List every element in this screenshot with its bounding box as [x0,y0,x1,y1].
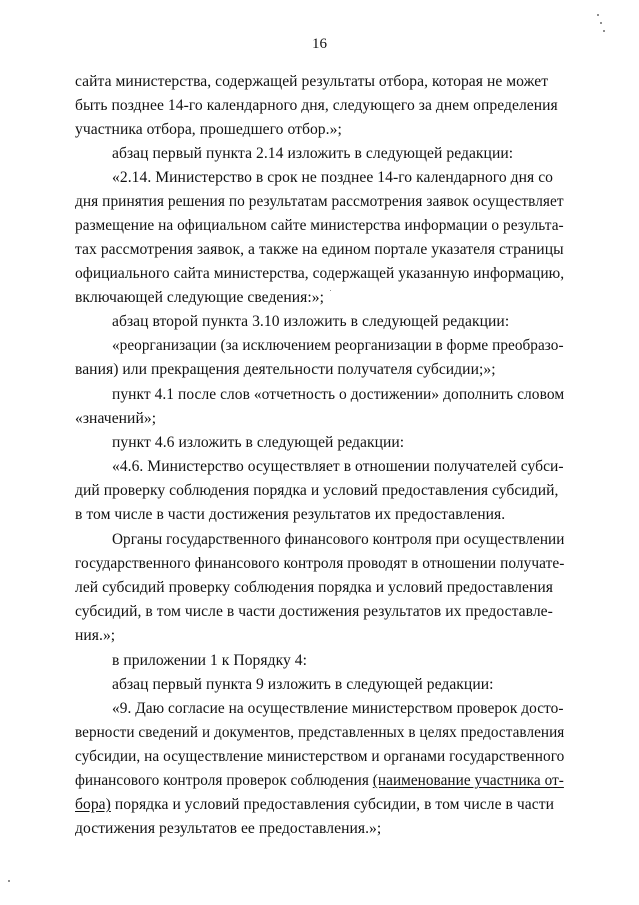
scan-speck [330,290,331,291]
text-line-31-tail: порядка и условий предоставления субсидии, в том числе в части [110,796,554,813]
text-line-14: пункт 4.1 после слов «отчетность о достижении» дополнить словом [112,386,565,403]
text-line-19: в том числе в части достижения результатов их предоставления. [75,506,506,523]
text-line-6: дня принятия решения по результатам рассмотрения заявок осуществляет [75,193,564,210]
text-line-28: верности сведений и документов, представленных в целях предоставления [75,724,565,741]
text-line-21: государственного финансового контроля проводят в отношении получате- [75,555,565,572]
text-line-25: в приложении 1 к Порядку 4: [112,652,308,669]
text-line-17: «4.6. Министерство осуществляет в отношении получателей субси- [112,458,564,475]
underlined-field-placeholder-end: бора) [75,796,111,813]
text-line-24: ния.»; [75,627,116,644]
page-number: 16 [312,36,327,52]
scan-speck [603,30,605,32]
text-line-2: быть позднее 14-го календарного дня, следующего за днем определения [75,97,558,114]
text-line-20: Органы государственного финансового контроля при осуществлении [112,531,565,548]
scan-speck [597,14,599,16]
text-line-18: дий проверку соблюдения порядка и условий предоставления субсидий, [75,482,559,499]
scan-speck [600,22,602,24]
text-line-26: абзац первый пункта 9 изложить в следующей редакции: [112,676,494,693]
text-line-31 [75,795,564,814]
scan-speck [8,880,10,882]
text-line-5: «2.14. Министерство в срок не позднее 14-го календарного дня со [112,169,554,186]
text-line-23: субсидий, в том числе в части достижения результатов их предоставле- [75,603,553,620]
text-line-29: субсидии, на осуществление министерством и органами государственного [75,748,565,765]
text-line-16: пункт 4.6 изложить в следующей редакции: [112,434,405,451]
text-line-15: «значений»; [75,410,157,427]
text-line-27: «9. Даю согласие на осуществление министерством проверок досто- [112,700,564,717]
text-line-30-lead: финансового контроля проверок соблюдения [75,772,373,789]
underlined-field-placeholder: (наименование участника от- [372,772,564,789]
text-line-9: официального сайта министерства, содержащей указанную информацию, [75,265,565,282]
text-line-1: сайта министерства, содержащей результаты отбора, которая не может [75,73,549,90]
text-line-11: абзац второй пункта 3.10 изложить в следующей редакции: [112,313,510,330]
text-line-30 [75,771,564,790]
text-line-7: размещение на официальном сайте министерства информации о результа- [75,217,564,234]
text-line-8: тах рассмотрения заявок, а также на едином портале указателя страницы [75,241,564,258]
text-line-32: достижения результатов ее предоставления.»; [75,820,382,837]
text-line-22: лей субсидий проверку соблюдения порядка и условий предоставления [75,579,553,596]
text-line-12: «реорганизации (за исключением реорганизации в форме преобразо- [112,337,564,354]
text-line-3: участника отбора, прошедшего отбор.»; [75,121,342,138]
text-line-4: абзац первый пункта 2.14 изложить в следующей редакции: [112,145,514,162]
text-line-10: включающей следующие сведения:»; [75,289,325,306]
text-line-13: вания) или прекращения деятельности получателя субсидии;»; [75,361,496,378]
